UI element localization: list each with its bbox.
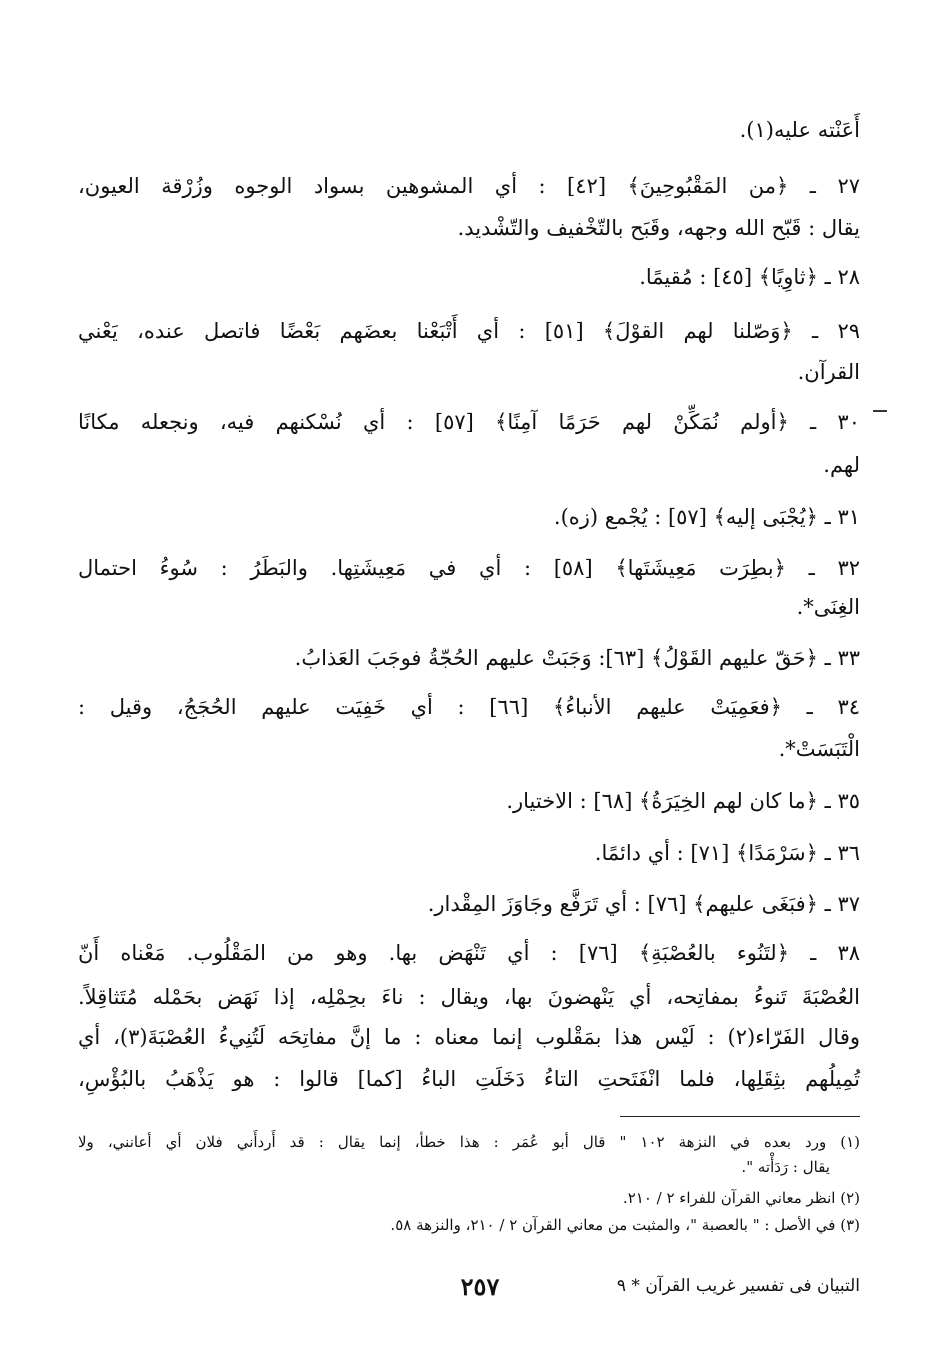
entry-38-line-2: العُصْبَةَ تَنوءُ بمفاتِحه، أي يَنْهضونَ بها، ويقال : ناءَ بحِمْلِه، إذا نَهَض بحَمْله مُتَثاقِلاً. <box>78 985 860 1009</box>
entry-27-line-1: ٢٧ ـ ﴿من المَقْبُوحِينَ﴾ [٤٢] : أي المشوهين بسواد الوجوه وزُرْقة العيون، <box>78 174 860 198</box>
entry-36: ٣٦ ـ ﴿سَرْمَدًا﴾ [٧١] : أي دائمًا. <box>594 841 860 865</box>
footnote-1-line-1: (١) ورد بعده في النزهة ١٠٢ " قال أبو عُمَر : هذا خطأ، إنما يقال : قد أَردأَني فلان أي أعانني، ولا <box>78 1133 860 1151</box>
footnote-3: (٣) في الأصل : " بالعصبة "، والمثبت من معاني القرآن ٢ / ٢١٠، والنزهة ٥٨. <box>390 1216 860 1234</box>
entry-30-line-2: لهم. <box>823 453 860 477</box>
margin-mark <box>873 410 887 412</box>
entry-28: ٢٨ ـ ﴿ثاوِيًا﴾ [٤٥] : مُقيمًا. <box>639 265 860 289</box>
entry-34-line-2: الْتَبَسَتْ*. <box>778 737 860 761</box>
page-number: ٢٥٧ <box>460 1272 500 1301</box>
entry-30-line-1: ٣٠ ـ ﴿أولم نُمَكِّنْ لهم حَرَمًا آمِنًا﴾ [٥٧] : أي نُسْكنهم فيه، ونجعله مكانًا <box>78 410 860 434</box>
running-title: التبيان فى تفسير غريب القرآن * ٩ <box>616 1276 860 1296</box>
entry-38-line-4: تُمِيلُهم بثِقَلِها، فلما انْفَتَحتِ التاءُ دَخَلَتِ الباءُ [كما] قالوا : هو يَذْهَبُ بالبُؤْسِ، <box>78 1067 860 1091</box>
entry-29-line-1: ٢٩ ـ ﴿وَصّلنا لهم القوْلَ﴾ [٥١] : أي أَتْبَعْنا بعضَهم بَعْضًا فاتصل عنده، يَعْني <box>78 319 860 343</box>
entry-32-line-2: الغِنَى*. <box>796 595 860 619</box>
entry-29-line-2: القرآن. <box>797 360 860 384</box>
text-line-1: أَعَنْته عليه(١). <box>739 118 860 142</box>
entry-37: ٣٧ ـ ﴿فبَغَى عليهم﴾ [٧٦] : أي تَرَفَّع وجَاوَزَ المِقْدار. <box>427 892 860 916</box>
entry-35: ٣٥ ـ ﴿ما كان لهم الخِيَرَةُ﴾ [٦٨] : الاختيار. <box>506 789 860 813</box>
entry-31: ٣١ ـ ﴿يُجْبَى إليه﴾ [٥٧] : يُجْمع (زه). <box>553 505 860 529</box>
entry-33: ٣٣ ـ ﴿حَقّ عليهم القَوْلُ﴾ [٦٣]: وَجَبَتْ عليهم الحُجّةُ فوجَبَ العَذابُ. <box>294 646 860 670</box>
entry-38-line-1: ٣٨ ـ ﴿لتَنُوء بالعُصْبَةِ﴾ [٧٦] : أي تَنْهَض بها. وهو من المَقْلُوب. مَعْناه أَنّ <box>78 941 861 965</box>
entry-38-line-3: وقال الفَرّاء(٢) : لَيْس هذا بمَقْلوب إنما معناه : ما إنَّ مفاتِحَه لَتُنِيءُ العُصْبَةَ(٣)، أي <box>78 1025 861 1049</box>
footnote-1-line-2: يقال : رَدَأْته ". <box>741 1158 830 1176</box>
entry-34-line-1: ٣٤ ـ ﴿فعَمِيَتْ عليهم الأنباءُ﴾ [٦٦] : أي خَفِيَت عليهم الحُجَجُ، وقيل : <box>78 695 860 719</box>
entry-32-line-1: ٣٢ ـ ﴿بطِرَت مَعِيشَتَها﴾ [٥٨] : أي في مَعِيشَتِها. والبَطَرُ : سُوءُ احتمال <box>78 556 860 580</box>
footnote-2: (٢) انظر معاني القرآن للفراء ٢ / ٢١٠. <box>622 1189 860 1207</box>
entry-27-line-2: يقال : قَبّح الله وجهه، وقَبَح بالتّخْفيف والتّشْديد. <box>457 216 860 240</box>
footnote-separator <box>620 1116 860 1117</box>
